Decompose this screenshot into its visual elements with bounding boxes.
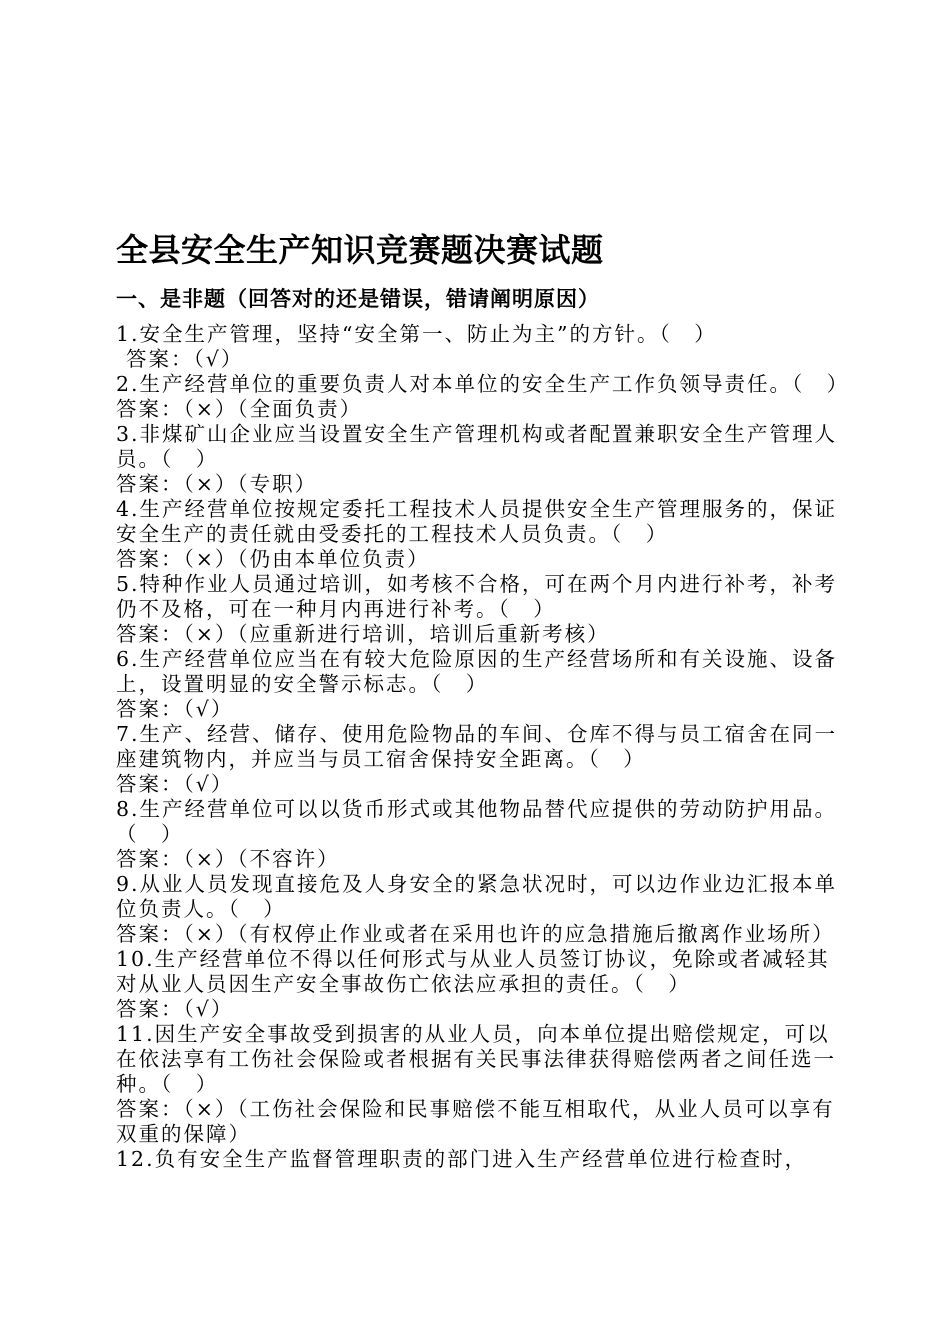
question-item — [116, 422, 840, 497]
question-item — [116, 872, 840, 947]
question-text: 5.特种作业人员通过培训，如考核不合格，可在两个月内进行补考，补考仍不及格，可在一种月内再进行补考。（ ） — [116, 572, 838, 621]
question-item — [116, 647, 840, 722]
question-item — [116, 797, 840, 872]
section-heading: 一、是非题（回答对的还是错误，错请阐明原因） — [116, 287, 600, 311]
question-item — [116, 572, 840, 647]
question-answer: 答案：（×）（工伤社会保险和民事赔偿不能互相取代，从业人员可以享有双重的保障） — [116, 1097, 835, 1146]
question-answer: 答案：（×）（不容许） — [116, 847, 340, 871]
question-answer: 答案：（√） — [116, 697, 234, 721]
question-answer: 答案：（×）（应重新进行培训，培训后重新考核） — [116, 622, 610, 646]
question-answer: 答案：（√） — [116, 772, 234, 796]
question-text: 10.生产经营单位不得以任何形式与从业人员签订协议，免除或者减轻其对从业人员因生产安全事故伤亡依法应承担的责任。（ ） — [116, 947, 830, 996]
question-text: 9.从业人员发现直接危及人身安全的紧急状况时，可以边作业边汇报本单位负责人。（ ） — [116, 872, 838, 921]
question-item — [116, 1022, 840, 1147]
question-text: 6.生产经营单位应当在有较大危险原因的生产经营场所和有关设施、设备上，设置明显的安全警示标志。（ ） — [116, 647, 838, 696]
question-text: 4.生产经营单位按规定委托工程技术人员提供安全生产管理服务的，保证安全生产的责任就由受委托的工程技术人员负责。（ ） — [116, 497, 838, 546]
question-text: 3.非煤矿山企业应当设置安全生产管理机构或者配置兼职安全生产管理人员。（ ） — [116, 422, 838, 471]
question-answer: 答案：（√） — [116, 997, 234, 1021]
question-item — [116, 497, 840, 572]
question-item — [116, 372, 850, 422]
question-answer: 答案：（×）（全面负责） — [116, 397, 363, 421]
question-list — [116, 322, 850, 1172]
question-answer: 答案：（×）（仍由本单位负责） — [116, 547, 430, 571]
question-answer: 答案：（√） — [126, 347, 244, 371]
question-text: 7.生产、经营、储存、使用危险物品的车间、仓库不得与员工宿舍在同一座建筑物内，并应当与员工宿舍保持安全距离。（ ） — [116, 722, 838, 771]
question-text: 8.生产经营单位可以以货币形式或其他物品替代应提供的劳动防护用品。（ ） — [116, 797, 838, 846]
question-item — [116, 1147, 840, 1172]
question-text: 11.因生产安全事故受到损害的从业人员，向本单位提出赔偿规定，可以在依法享有工伤社会保险或者根据有关民事法律获得赔偿两者之间任选一种。（ ） — [116, 1022, 836, 1096]
question-item — [116, 322, 840, 372]
document-title: 全县安全生产知识竞赛题决赛试题 — [116, 231, 604, 269]
question-item — [116, 947, 840, 1022]
question-text: 2.生产经营单位的重要负责人对本单位的安全生产工作负领导责任。（ ） — [116, 372, 850, 396]
document-page — [116, 228, 850, 1172]
question-text: 12.负有安全生产监督管理职责的部门进入生产经营单位进行检查时， — [116, 1147, 808, 1171]
question-answer: 答案：（×）（有权停止作业或者在采用也许的应急措施后撤离作业场所） — [116, 922, 835, 946]
question-item — [116, 722, 840, 797]
question-answer: 答案：（×）（专职） — [116, 472, 318, 496]
question-text: 1.安全生产管理，坚持“安全第一、防止为主”的方针。（ ） — [116, 322, 717, 346]
